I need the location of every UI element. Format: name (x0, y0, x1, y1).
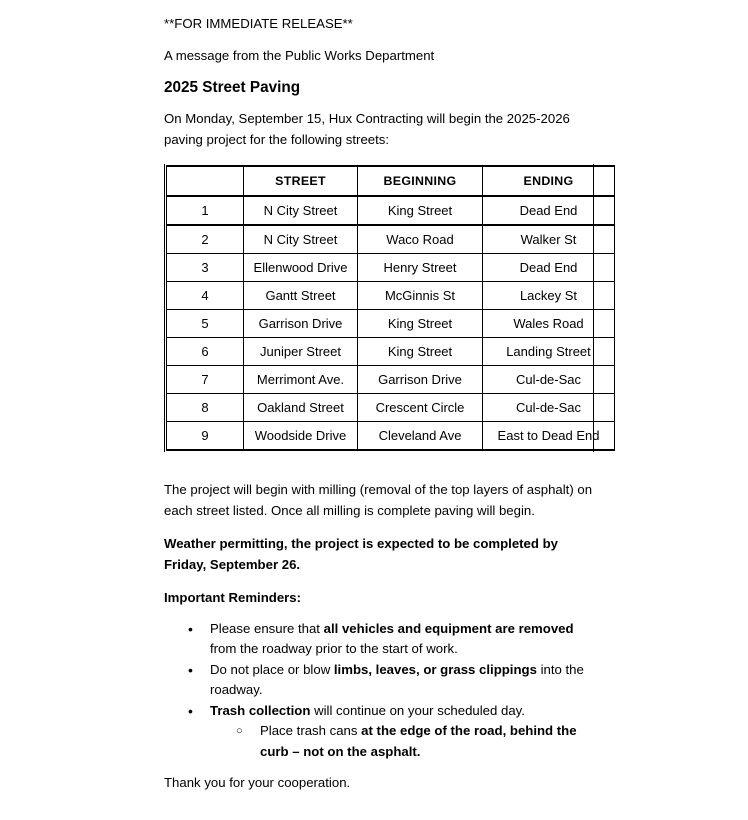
closing-paragraph: Thank you for your cooperation. (164, 775, 351, 790)
bullet-filled-circle-icon: • (188, 620, 193, 637)
table-header-row (167, 166, 615, 196)
table-row (167, 394, 615, 422)
cell-beginning: King Street (358, 196, 483, 225)
weather-paragraph: Weather permitting, the project is expected to be completed by Friday, September 26. (164, 536, 558, 572)
cell-beginning: McGinnis St (358, 282, 483, 310)
cell-ending: Landing Street (483, 338, 615, 366)
reminders-sublist (210, 721, 598, 762)
list-item-tail: from the roadway prior to the start of work. (210, 641, 458, 656)
cell-index: 4 (167, 282, 244, 310)
table-row (167, 225, 615, 254)
list-item (164, 660, 598, 701)
table-row (167, 366, 615, 394)
list-item-lead: Please ensure that (210, 620, 324, 636)
column-header-ending: ENDING (483, 166, 615, 196)
from-line: A message from the Public Works Department (164, 47, 435, 63)
list-item (164, 701, 598, 763)
cell-beginning: Henry Street (358, 254, 483, 282)
cell-street: N City Street (244, 196, 358, 225)
sub-list-item-lead: Place trash cans (260, 723, 362, 738)
cell-index: 6 (167, 338, 244, 366)
table-header (167, 166, 615, 196)
column-header-beginning: BEGINNING (358, 166, 483, 196)
cell-ending: Wales Road (483, 310, 615, 338)
list-item-bold: Trash collection (210, 702, 311, 718)
cell-index: 5 (167, 310, 244, 338)
column-header-street: STREET (244, 166, 358, 196)
cell-street: N City Street (244, 225, 358, 254)
cell-beginning: Waco Road (358, 225, 483, 254)
paving-schedule-table-wrapper (164, 164, 600, 452)
table-row (167, 254, 615, 282)
release-notice: **FOR IMMEDIATE RELEASE** (164, 16, 353, 31)
cell-street: Garrison Drive (244, 310, 358, 338)
cell-street: Ellenwood Drive (244, 254, 358, 282)
cell-index: 7 (167, 366, 244, 394)
table-row (167, 422, 615, 451)
cell-ending: Dead End (483, 254, 615, 282)
list-item-lead: Do not place or blow (210, 661, 334, 677)
cell-street: Juniper Street (244, 338, 358, 366)
list-item-bold: all vehicles and equipment are removed (323, 620, 574, 636)
cell-beginning: Cleveland Ave (358, 422, 483, 451)
page-title: 2025 Street Paving (164, 79, 301, 96)
table-row (167, 338, 615, 366)
cell-index: 1 (167, 196, 244, 225)
bullet-filled-circle-icon: • (188, 661, 193, 678)
table-row (167, 282, 615, 310)
cell-ending: Cul-de-Sac (483, 394, 615, 422)
table-row (167, 196, 615, 225)
cell-index: 9 (167, 422, 244, 451)
sub-list-item (210, 721, 598, 762)
cell-beginning: King Street (358, 338, 483, 366)
table-row (167, 310, 615, 338)
cell-street: Oakland Street (244, 394, 358, 422)
cell-beginning: Crescent Circle (358, 394, 483, 422)
list-item-tail: into the roadway. (210, 661, 584, 697)
table-body (167, 196, 615, 450)
list-item (164, 619, 598, 660)
column-header-index (167, 166, 244, 196)
cell-beginning: King Street (358, 310, 483, 338)
cell-ending: Walker St (483, 225, 615, 254)
intro-paragraph: On Monday, September 15, Hux Contracting will begin the 2025-2026 paving project for the following streets: (164, 111, 570, 147)
milling-paragraph: The project will begin with milling (removal of the top layers of asphalt) on each street listed. Once all milling is complete paving will begin. (164, 482, 593, 518)
list-item-tail: will continue on your scheduled day. (310, 702, 525, 718)
cell-street: Gantt Street (244, 282, 358, 310)
post-table-content (164, 480, 598, 794)
sub-list-item-bold: at the edge of the road, behind the curb – not on the asphalt. (260, 723, 577, 759)
cell-index: 2 (167, 225, 244, 254)
cell-ending: Lackey St (483, 282, 615, 310)
cell-index: 8 (167, 394, 244, 422)
cell-index: 3 (167, 254, 244, 282)
cell-street: Woodside Drive (244, 422, 358, 451)
reminders-heading: Important Reminders: (164, 590, 302, 605)
cell-ending: Cul-de-Sac (483, 366, 615, 394)
bullet-hollow-circle-icon: ○ (236, 725, 243, 737)
paving-schedule-table (166, 165, 615, 451)
bullet-filled-circle-icon: • (188, 702, 193, 719)
cell-street: Merrimont Ave. (244, 366, 358, 394)
cell-ending: East to Dead End (483, 422, 615, 451)
list-item-bold: limbs, leaves, or grass clippings (333, 661, 537, 677)
cell-ending: Dead End (483, 196, 615, 225)
cell-beginning: Garrison Drive (358, 366, 483, 394)
reminders-list (164, 619, 598, 763)
